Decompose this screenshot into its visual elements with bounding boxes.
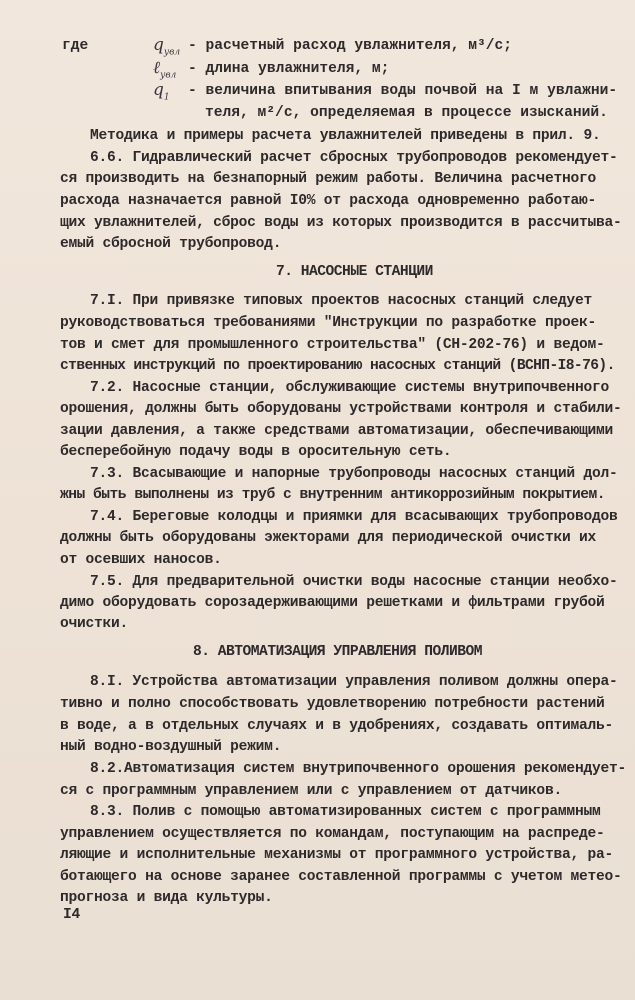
text-line: 7.I. При привязке типовых проектов насосных станций следует xyxy=(90,293,592,309)
text-line: 7.2. Насосные станции, обслуживающие системы внутрипочвенного xyxy=(90,380,609,396)
text-line: орошения, должны быть оборудованы устройствами контроля и стабили- xyxy=(60,401,622,417)
text-line: щих увлажнителей, сброс воды из которых производится в рассчитыва- xyxy=(60,215,622,231)
text-line: емый сбросной трубопровод. xyxy=(60,236,282,252)
text-line: зации давления, а также средствами автоматизации, обеспечивающими xyxy=(60,423,613,439)
text-line: бесперебойную подачу воды в оросительную сеть. xyxy=(60,444,452,460)
page-number: I4 xyxy=(63,907,81,923)
text-line: ственных инструкций по проектированию насосных станций (ВСНП-I8-76). xyxy=(60,358,615,374)
text-line: 7.3. Всасывающие и напорные трубопроводы насосных станций дол- xyxy=(90,466,618,482)
text-line: ся с программным управлением или с управлением от датчиков. xyxy=(60,783,562,799)
text-line: ный водно-воздушный режим. xyxy=(60,739,282,755)
text-line: 7.4. Береговые колодцы и приямки для всасывающих трубопроводов xyxy=(90,509,618,525)
text-line: 7.5. Для предварительной очистки воды насосные станции необхо- xyxy=(90,574,618,590)
text-line: расхода назначается равной I0% от расхода одновременно работаю- xyxy=(60,193,596,209)
section-heading-7: 7. НАСОСНЫЕ СТАНЦИИ xyxy=(276,264,433,280)
text-line: 6.6. Гидравлический расчет сбросных трубопроводов рекомендует- xyxy=(90,150,618,166)
text-line: от осевших наносов. xyxy=(60,552,222,568)
text-line: ботающего на основе заранее составленной программы с учетом метео- xyxy=(60,869,622,885)
text-line: руководствоваться требованиями "Инструкции по разработке проек- xyxy=(60,315,596,331)
text-line: тивно и полно способствовать удовлетворению потребности растений xyxy=(60,696,605,712)
symbol-q1: $q_1$ xyxy=(153,80,170,103)
text-line: в воде, а в отдельных случаях и в удобрениях, создавать оптималь- xyxy=(60,718,613,734)
text-line: управлением осуществляется по командам, поступающим на распреде- xyxy=(60,826,605,842)
text-line: ляющие и исполнительные механизмы от программного устройства, ра- xyxy=(60,847,613,863)
text-line: должны быть оборудованы эжекторами для периодической очистки их xyxy=(60,530,596,546)
text-line: прогноза и вида культуры. xyxy=(60,890,273,906)
text-line: 8.I. Устройства автоматизации управления поливом должны опера- xyxy=(90,674,618,690)
definition-q1: - величина впитывания воды почвой на I м увлажни- xyxy=(188,83,618,99)
section-heading-8: 8. АВТОМАТИЗАЦИЯ УПРАВЛЕНИЯ ПОЛИВОМ xyxy=(193,644,483,660)
definition-q-uvl: - расчетный расход увлажнителя, м³/с; xyxy=(188,38,513,54)
symbol-q-uvl: $q_{увл}$ xyxy=(153,35,181,58)
text-line: жны быть выполнены из труб с внутренним антикоррозийным покрытием. xyxy=(60,487,606,503)
text-line: Методика и примеры расчета увлажнителей приведены в прил. 9. xyxy=(90,128,601,144)
text-line: 8.3. Полив с помощью автоматизированных систем с программным xyxy=(90,804,601,820)
text-line: димо оборудовать сорозадерживающими решетками и фильтрами грубой xyxy=(60,595,605,611)
definition-q1-continued: теля, м²/с, определяемая в процессе изысканий. xyxy=(205,105,608,121)
symbol-l-uvl: ℓ$_{увл}$ xyxy=(153,58,177,81)
text-line: ся производить на безнапорный режим работы. Величина расчетного xyxy=(60,171,596,187)
where-label: где xyxy=(62,38,89,54)
text-line: тов и смет для промышленного строительства" (СН-202-76) и ведом- xyxy=(60,337,605,353)
text-line: очистки. xyxy=(60,616,129,632)
text-line: 8.2.Автоматизация систем внутрипочвенного орошения рекомендует- xyxy=(90,761,626,777)
definition-l-uvl: - длина увлажнителя, м; xyxy=(188,61,390,77)
